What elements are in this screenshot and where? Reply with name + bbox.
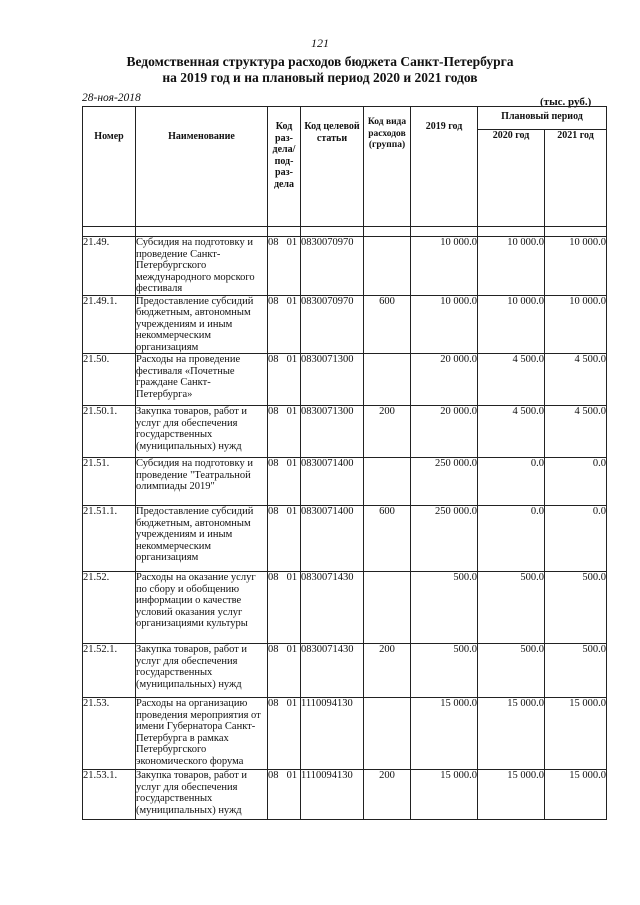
row-amount-2019: 10 000.0 — [411, 237, 478, 296]
row-target-code: 0830071430 — [301, 644, 364, 698]
subsection-code: 01 — [286, 406, 298, 417]
table-row — [83, 295, 607, 354]
row-amount-2021: 0.0 — [545, 506, 607, 572]
subsection-code: 01 — [286, 295, 298, 307]
subsection-code: 01 — [286, 572, 298, 583]
row-expense-group: 200 — [364, 770, 411, 820]
row-name: Расходы на организацию проведения мероприятия от имени Губернатора Санкт-Петербурга в рамках Петербургского экономического форума — [136, 698, 268, 770]
row-amount-2019: 250 000.0 — [411, 458, 478, 506]
table-row — [83, 406, 607, 458]
row-expense-group — [364, 354, 411, 406]
row-expense-group: 200 — [364, 644, 411, 698]
row-amount-2021: 0.0 — [545, 458, 607, 506]
title-line-1: Ведомственная структура расходов бюджета Санкт-Петербурга — [126, 54, 514, 69]
subsection-code: 01 — [286, 354, 298, 365]
table-row — [83, 770, 607, 820]
row-amount-2020: 4 500.0 — [478, 406, 545, 458]
row-expense-group: 600 — [364, 295, 411, 354]
row-section-code — [268, 698, 301, 770]
header-section: Код раз-дела/ под-раз-дела — [268, 107, 301, 227]
row-name: Предоставление субсидий бюджетным, автономным учреждениям и иным некоммерческим организациям — [136, 295, 268, 354]
table-row — [83, 458, 607, 506]
row-section-code — [268, 295, 301, 354]
row-amount-2020: 500.0 — [478, 572, 545, 644]
row-section-code — [268, 572, 301, 644]
row-target-code: 0830071300 — [301, 406, 364, 458]
row-number: 21.50.1. — [83, 406, 136, 458]
header-number: Номер — [83, 107, 136, 227]
header-target: Код целевой статьи — [301, 107, 364, 227]
row-amount-2021: 15 000.0 — [545, 770, 607, 820]
row-name: Предоставление субсидий бюджетным, автономным учреждениям и иным некоммерческим организациям — [136, 506, 268, 572]
row-target-code: 1110094130 — [301, 770, 364, 820]
subsection-code: 01 — [286, 506, 298, 517]
row-amount-2019: 20 000.0 — [411, 406, 478, 458]
budget-table — [82, 106, 607, 820]
row-name: Субсидия на подготовку и проведение "Театральной олимпиады 2019" — [136, 458, 268, 506]
header-group: Код вида расходов (группа) — [364, 107, 411, 227]
row-amount-2019: 15 000.0 — [411, 770, 478, 820]
row-name: Расходы на оказание услуг по сбору и обобщению информации о качестве условий оказания услуг организациями культуры — [136, 572, 268, 644]
section-code: 08 — [268, 295, 279, 307]
row-number: 21.51.1. — [83, 506, 136, 572]
row-amount-2020: 15 000.0 — [478, 770, 545, 820]
row-amount-2021: 500.0 — [545, 572, 607, 644]
row-section-code — [268, 458, 301, 506]
document-date: 28-ноя-2018 — [82, 92, 141, 104]
section-code: 08 — [268, 406, 279, 417]
section-code: 08 — [268, 506, 279, 517]
row-target-code: 0830071400 — [301, 458, 364, 506]
row-number: 21.52.1. — [83, 644, 136, 698]
section-code: 08 — [268, 354, 279, 365]
row-number: 21.51. — [83, 458, 136, 506]
row-expense-group: 600 — [364, 506, 411, 572]
document-title — [0, 54, 640, 86]
row-number: 21.53.1. — [83, 770, 136, 820]
table-row — [83, 644, 607, 698]
section-code: 08 — [268, 458, 279, 469]
row-amount-2020: 500.0 — [478, 644, 545, 698]
row-name: Закупка товаров, работ и услуг для обеспечения государственных (муниципальных) нужд — [136, 644, 268, 698]
row-amount-2021: 10 000.0 — [545, 237, 607, 296]
section-code: 08 — [268, 770, 279, 781]
header-spacer-row — [83, 227, 607, 237]
row-amount-2021: 4 500.0 — [545, 354, 607, 406]
row-amount-2019: 15 000.0 — [411, 698, 478, 770]
row-amount-2019: 500.0 — [411, 644, 478, 698]
row-expense-group: 200 — [364, 406, 411, 458]
row-section-code — [268, 506, 301, 572]
row-amount-2020: 15 000.0 — [478, 698, 545, 770]
row-amount-2021: 500.0 — [545, 644, 607, 698]
row-name: Закупка товаров, работ и услуг для обеспечения государственных (муниципальных) нужд — [136, 770, 268, 820]
table-row — [83, 237, 607, 296]
row-amount-2020: 0.0 — [478, 458, 545, 506]
row-section-code — [268, 644, 301, 698]
units-label: (тыс. руб.) — [540, 96, 592, 108]
row-number: 21.52. — [83, 572, 136, 644]
table-row — [83, 506, 607, 572]
row-amount-2021: 10 000.0 — [545, 295, 607, 354]
row-expense-group — [364, 237, 411, 296]
page-number: 121 — [311, 36, 329, 50]
section-code: 08 — [268, 698, 279, 709]
header-row — [83, 107, 607, 130]
subsection-code: 01 — [286, 770, 298, 781]
row-target-code: 0830070970 — [301, 295, 364, 354]
subsection-code: 01 — [286, 698, 298, 709]
row-number: 21.49. — [83, 237, 136, 296]
row-section-code — [268, 406, 301, 458]
table-row — [83, 572, 607, 644]
row-name: Расходы на проведение фестиваля «Почетные граждане Санкт-Петербурга» — [136, 354, 268, 406]
title-line-2: на 2019 год и на плановый период 2020 и 2021 годов — [162, 70, 478, 85]
row-amount-2020: 10 000.0 — [478, 295, 545, 354]
header-planning-period: Плановый период — [478, 107, 607, 130]
row-amount-2020: 4 500.0 — [478, 354, 545, 406]
row-amount-2020: 0.0 — [478, 506, 545, 572]
row-number: 21.53. — [83, 698, 136, 770]
row-name: Субсидия на подготовку и проведение Санкт-Петербургского международного морского фестиваля — [136, 237, 268, 296]
row-name: Закупка товаров, работ и услуг для обеспечения государственных (муниципальных) нужд — [136, 406, 268, 458]
row-target-code: 0830071300 — [301, 354, 364, 406]
row-section-code — [268, 237, 301, 296]
section-code: 08 — [268, 572, 279, 583]
row-number: 21.50. — [83, 354, 136, 406]
row-target-code: 0830071430 — [301, 572, 364, 644]
header-2020: 2020 год — [478, 130, 545, 227]
table-row — [83, 698, 607, 770]
row-target-code: 0830070970 — [301, 237, 364, 296]
row-expense-group — [364, 572, 411, 644]
subsection-code: 01 — [286, 644, 298, 655]
section-code: 08 — [268, 644, 279, 655]
header-name: Наименование — [136, 107, 268, 227]
header-2021: 2021 год — [545, 130, 607, 227]
table-body — [83, 237, 607, 820]
row-expense-group — [364, 698, 411, 770]
row-target-code: 0830071400 — [301, 506, 364, 572]
row-number: 21.49.1. — [83, 295, 136, 354]
subsection-code: 01 — [286, 237, 298, 248]
row-section-code — [268, 770, 301, 820]
row-amount-2019: 500.0 — [411, 572, 478, 644]
row-amount-2019: 10 000.0 — [411, 295, 478, 354]
row-expense-group — [364, 458, 411, 506]
section-code: 08 — [268, 237, 279, 248]
row-amount-2019: 250 000.0 — [411, 506, 478, 572]
subsection-code: 01 — [286, 458, 298, 469]
row-amount-2019: 20 000.0 — [411, 354, 478, 406]
row-amount-2021: 4 500.0 — [545, 406, 607, 458]
row-target-code: 1110094130 — [301, 698, 364, 770]
row-section-code — [268, 354, 301, 406]
row-amount-2020: 10 000.0 — [478, 237, 545, 296]
row-amount-2021: 15 000.0 — [545, 698, 607, 770]
header-2019: 2019 год — [411, 107, 478, 227]
table-row — [83, 354, 607, 406]
